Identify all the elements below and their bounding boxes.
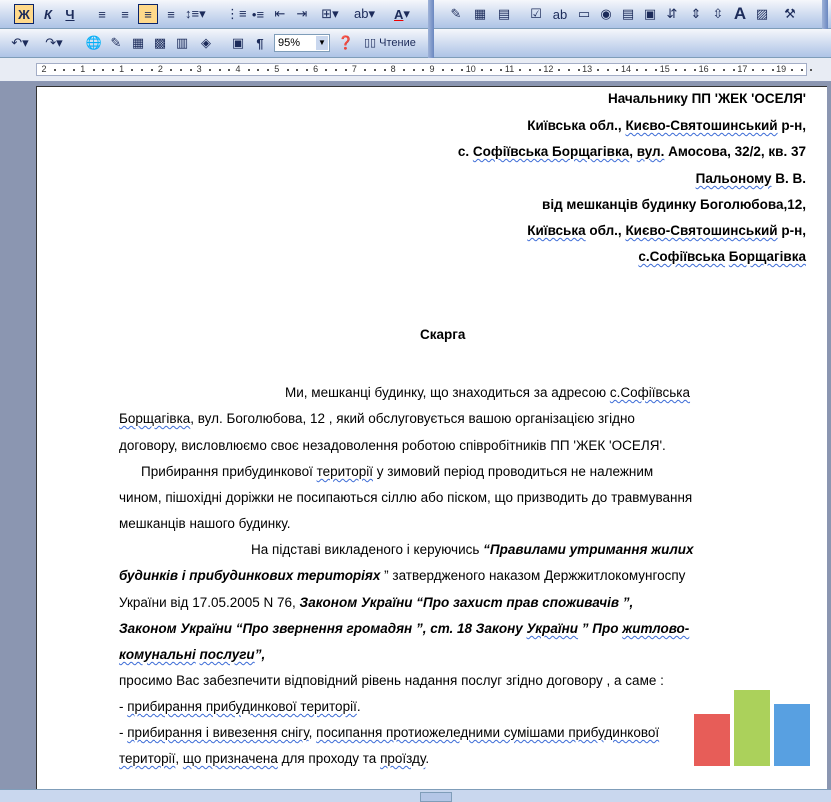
ruler-tick (228, 69, 230, 71)
ruler-label: 19 (776, 64, 787, 74)
columns-icon[interactable]: ▥ (175, 35, 189, 50)
body-line-11: комунальні послуги”, (119, 647, 266, 662)
ruler-label: 1 (119, 64, 125, 74)
ruler-tick (102, 69, 104, 71)
document-map-icon[interactable]: ▣ (231, 35, 245, 50)
ruler-tick (257, 69, 259, 71)
ruler-label: 9 (429, 64, 435, 74)
body-line-2: Борщагівка, вул. Боголюбова, 12 , який обслуговується вашою організацією згідно (119, 411, 635, 426)
increase-indent-button[interactable]: ⇥ (296, 6, 308, 21)
ruler-tick (810, 69, 812, 71)
body-line-5: чином, пішохідні доріжки не посипаються сіллю або піском, що призводить до травмування (119, 490, 693, 505)
zoom-select[interactable] (274, 34, 330, 52)
ruler-tick (422, 69, 424, 71)
ruler-tick (248, 69, 250, 71)
horizontal-ruler[interactable] (0, 58, 831, 82)
ruler-tick (568, 69, 570, 71)
body-line-7: На підставі викладеного і керуючись “Правилами утримання жилих (251, 542, 694, 557)
combobox-control-icon[interactable]: ▣ (643, 6, 657, 21)
ruler-label: 3 (196, 64, 202, 74)
decrease-indent-button[interactable]: ⇤ (274, 6, 286, 21)
highlight-button[interactable]: ab▾ (354, 6, 375, 21)
standard-toolbar (0, 29, 831, 58)
ruler-tick (752, 69, 754, 71)
ruler-tick (558, 69, 560, 71)
ruler-tick (616, 69, 618, 71)
insert-excel-icon[interactable]: ▩ (153, 35, 167, 50)
ruler-tick (490, 69, 492, 71)
ruler-tick (636, 69, 638, 71)
list-item-2: - прибирання і вивезення снігу, посипання протиожеледними сумішами прибудинкової (119, 725, 660, 740)
ruler-label: 8 (390, 64, 396, 74)
tables-borders-icon[interactable]: ✎ (110, 35, 122, 50)
reading-mode-button[interactable]: ▯▯ Чтение (364, 37, 416, 49)
chevron-down-icon: ▼ (316, 36, 328, 50)
ruler-tick (723, 69, 725, 71)
show-formatting-button[interactable]: ¶ (256, 35, 264, 51)
ruler-label: 10 (465, 64, 476, 74)
ruler-tick (180, 69, 182, 71)
ruler-label: 7 (351, 64, 357, 74)
ruler-tick (772, 69, 774, 71)
ruler-tick (801, 69, 803, 71)
ruler-label: 13 (582, 64, 593, 74)
ruler-tick (345, 69, 347, 71)
body-line-1: Ми, мешканці будинку, що знаходиться за адресою с.Софіївська (285, 385, 691, 400)
image-control-icon[interactable]: ▨ (755, 6, 769, 21)
addressee-name: Пальоному В. В. (695, 171, 806, 186)
ruler-tick (713, 69, 715, 71)
ruler-label: 5 (274, 64, 280, 74)
ruler-tick (325, 69, 327, 71)
align-left-button[interactable]: ≡ (98, 6, 106, 22)
ruler-tick (151, 69, 153, 71)
ruler-label: 4 (235, 64, 241, 74)
textbox-control-icon[interactable]: ab (552, 6, 568, 22)
justify-button[interactable]: ≡ (167, 6, 175, 22)
checkbox-control-icon[interactable]: ☑ (530, 6, 542, 21)
ruler-label: 6 (313, 64, 319, 74)
toolbar-options-icon-2[interactable] (428, 29, 434, 58)
bold-button[interactable]: Ж (14, 4, 34, 24)
toolbar-options-icon[interactable] (822, 0, 828, 29)
ruler-tick (374, 69, 376, 71)
ruler-tick (296, 69, 298, 71)
line-spacing-button[interactable]: ↕≡▾ (185, 6, 206, 21)
ruler-tick (54, 69, 56, 71)
body-line-3: договору, висловлюємо своє незадоволення роботою співробітників ПП 'ЖЕК 'ОСЕЛЯ'. (119, 438, 666, 453)
ruler-label: 15 (659, 64, 670, 74)
ruler-label: 12 (543, 64, 554, 74)
toolbar-grip-icon[interactable] (428, 0, 434, 29)
ruler-label: 16 (698, 64, 709, 74)
ruler-tick (63, 69, 65, 71)
bullets-button[interactable]: •≡ (251, 6, 265, 22)
ruler-tick (481, 69, 483, 71)
ruler-label: 2 (41, 64, 47, 74)
ruler-tick (645, 69, 647, 71)
ruler-tick (267, 69, 269, 71)
align-right-button[interactable]: ≡ (138, 4, 158, 24)
horizontal-scrollbar[interactable] (0, 789, 831, 802)
body-line-6: мешканців нашого будинку. (119, 516, 291, 531)
ruler-tick (442, 69, 444, 71)
ruler-tick (93, 69, 95, 71)
reading-mode-label: Чтение (379, 37, 416, 49)
ruler-tick (684, 69, 686, 71)
body-line-4: Прибирання прибудинкової території у зимовий період проводиться не належним (141, 464, 654, 479)
undo-icon[interactable]: ↶▾ (11, 35, 29, 50)
document-page[interactable] (36, 86, 827, 790)
ruler-tick (287, 69, 289, 71)
ruler-tick (170, 69, 172, 71)
ruler-tick (413, 69, 415, 71)
ruler-tick (73, 69, 75, 71)
ruler-tick (219, 69, 221, 71)
ruler-tick (519, 69, 521, 71)
body-line-9: України від 17.05.2005 N 76, Законом України “Про захист прав споживачів ”, (119, 595, 634, 610)
design-mode-icon[interactable]: ✎ (450, 6, 462, 21)
ruler-tick (539, 69, 541, 71)
ruler-tick (500, 69, 502, 71)
sender-address-2: с.Софіївська Борщагівка (638, 249, 806, 264)
ruler-tick (461, 69, 463, 71)
insert-table-icon[interactable]: ▦ (131, 35, 145, 50)
ruler-tick (529, 69, 531, 71)
watermark-logo (694, 690, 814, 766)
list-item-1: - прибирання прибудинкової території. (119, 699, 361, 714)
address-line-2: с. Софіївська Борщагівка, вул. Амосова, 32/2, кв. 37 (457, 144, 806, 159)
ruler-tick (141, 69, 143, 71)
ruler-tick (335, 69, 337, 71)
ruler-tick (190, 69, 192, 71)
body-line-12: просимо Вас забезпечити відповідний рівень надання послуг згідно договору , а саме : (119, 673, 664, 688)
help-icon[interactable]: ❓ (337, 35, 355, 50)
ruler-tick (403, 69, 405, 71)
ruler-tick (306, 69, 308, 71)
ruler-tick (112, 69, 114, 71)
ruler-tick (607, 69, 609, 71)
radio-control-icon[interactable]: ◉ (600, 6, 612, 21)
ruler-tick (733, 69, 735, 71)
label-control-icon[interactable]: A (733, 4, 747, 23)
italic-button[interactable]: К (44, 6, 52, 22)
sender-line: від мешканців будинку Боголюбова,12, (542, 197, 806, 212)
ruler-label: 11 (504, 64, 515, 74)
ruler-tick (597, 69, 599, 71)
ruler-tick (384, 69, 386, 71)
sender-address-1: Київська обл., Києво-Святошинський р-н, (527, 223, 806, 238)
align-center-button[interactable]: ≡ (121, 6, 129, 22)
ruler-tick (451, 69, 453, 71)
ruler-tick (762, 69, 764, 71)
ruler-tick (791, 69, 793, 71)
spin-control-icon[interactable]: ⇳ (712, 6, 724, 21)
ruler-tick (131, 69, 133, 71)
properties-icon[interactable]: ▦ (473, 6, 487, 21)
more-controls-icon[interactable]: ⚒ (784, 6, 796, 21)
redo-icon[interactable]: ↷▾ (45, 35, 63, 50)
addressee-line: Начальнику ПП 'ЖЕК 'ОСЕЛЯ' (607, 91, 806, 106)
ruler-tick (209, 69, 211, 71)
ruler-tick (694, 69, 696, 71)
zoom-value: 95% (278, 37, 301, 49)
toggle-control-icon[interactable]: ⇵ (666, 6, 678, 21)
ruler-tick (364, 69, 366, 71)
ruler-label: 17 (737, 64, 748, 74)
body-line-8: будинків і прибудинкових територіях ” затвердженого наказом Держжитлокомунгоспу (119, 568, 686, 583)
ruler-tick (655, 69, 657, 71)
button-control-icon[interactable]: ▭ (577, 6, 591, 21)
numbering-button[interactable]: ⋮≡ (226, 6, 247, 21)
document-title: Скарга (420, 327, 466, 342)
body-line-10: Законом України “Про звернення громадян ”, ст. 18 Закону України ” Про житлово- (119, 621, 690, 636)
formatting-toolbar (0, 0, 831, 29)
font-color-button[interactable]: A ▾ (394, 6, 410, 22)
hyperlink-icon[interactable]: 🌐 (85, 35, 103, 50)
ruler-label: 1 (80, 64, 86, 74)
ruler-label: 2 (157, 64, 163, 74)
ruler-tick (675, 69, 677, 71)
list-item-2-cont: території, що призначена для проходу та проїзду. (119, 751, 430, 766)
ruler-tick (578, 69, 580, 71)
view-code-icon[interactable]: ▤ (497, 6, 511, 21)
listbox-control-icon[interactable]: ▤ (621, 6, 635, 21)
borders-button[interactable]: ⊞▾ (321, 6, 339, 21)
drawing-icon[interactable]: ◈ (201, 35, 211, 50)
ruler-label: 14 (620, 64, 632, 74)
scrollbar-control-icon[interactable]: ⇕ (690, 6, 702, 21)
address-line-1: Київська обл., Києво-Святошинський р-н, (527, 118, 806, 133)
underline-button[interactable]: Ч (65, 6, 75, 22)
